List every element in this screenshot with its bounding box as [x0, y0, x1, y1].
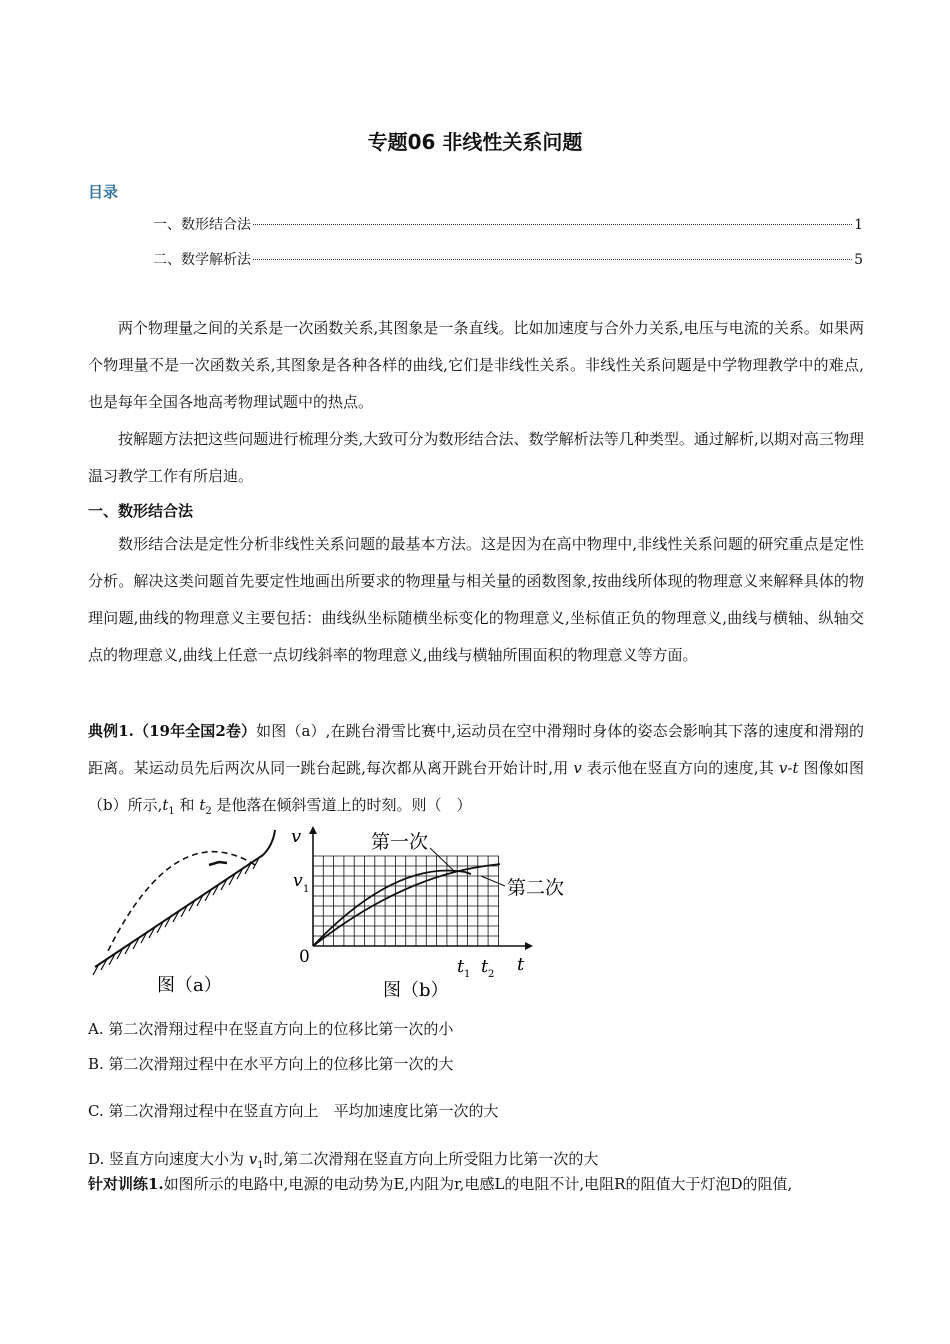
x-axis-arrow: [525, 942, 533, 950]
example-label: 典例1.（19年全国2卷）: [88, 722, 257, 740]
slope-hatching: [93, 858, 259, 975]
curve-2-label: 第二次: [507, 877, 565, 899]
label-leader-first: [430, 848, 453, 870]
toc-item-label: 一、数形结合法: [153, 217, 251, 233]
section-heading: 一、数形结合法: [88, 502, 194, 520]
figure-b-vt-graph: [285, 820, 585, 1008]
intro-paragraph-2: 按解题方法把这些问题进行梳理分类,大致可分为数形结合法、数学解析法等几种类型。通过解析,以期对高三物理温习教学工作有所启迪。: [88, 430, 864, 485]
example-1-stem: 典例1.（19年全国2卷）如图（a）,在跳台滑雪比赛中,运动员在空中滑翔时身体的姿态会影响其下落的速度和滑翔的距离。某运动员先后两次从同一跳台起跳,每次都从离开跳台开始计时,用 v 表示他在竖直方向的速度,其 v-t 图像如图（b）所示$,t_1$ 和 $t_2$ 是他落在倾斜雪道上的时刻。则（ ）: [88, 722, 865, 817]
t2-subscript: 2: [488, 969, 495, 980]
intro-paragraph-1: 两个物理量之间的关系是一次函数关系,其图象是一条直线。比如加速度与合外力关系,电压与电流的关系。如果两个物理量不是一次函数关系,其图象是各种各样的曲线,它们是非线性关系。非线性关系问题是中学物理教学中的难点,也是每年全国各地高考物理试题中的热点。: [88, 319, 864, 411]
figure-a-caption: 图（a）: [157, 975, 222, 996]
curve-1-label: 第一次: [371, 831, 429, 853]
toc-item-2[interactable]: [153, 249, 863, 271]
v1-label: v: [293, 871, 303, 891]
label-leader-second: [481, 876, 505, 886]
page-title: 专题06 非线性关系问题: [367, 130, 583, 154]
toc-item-label: 二、数学解析法: [153, 252, 251, 268]
t2-label: t: [481, 956, 489, 977]
option-b[interactable]: B. 第二次滑翔过程中在水平方向上的位移比第一次的大: [88, 1055, 454, 1073]
toc-leader-dots: [253, 224, 852, 225]
section-body: 数形结合法是定性分析非线性关系问题的最基本方法。这是因为在高中物理中,非线性关系问题的研究重点是定性分析。解决这类问题首先要定性地画出所要求的物理量与相关量的函数图象,按曲线所体现的物理意义来解释具体的物理问题,曲线的物理意义主要包括：曲线纵坐标随横坐标变化的物理意义,坐标值正负的物理意义,曲线与横轴、纵轴交点的物理意义,曲线上任意一点切线斜率的物理意义,曲线与横轴所围面积的物理意义等方面。: [88, 535, 864, 664]
flight-path: [107, 852, 255, 953]
t1-label: t: [457, 956, 465, 977]
x-axis-label: t: [517, 954, 525, 975]
ramp-lip: [263, 830, 275, 855]
option-c[interactable]: C. 第二次滑翔过程中在竖直方向上 平均加速度比第一次的大: [88, 1102, 499, 1120]
skier-figure: [209, 862, 227, 865]
graph-grid: [313, 856, 499, 946]
toc-heading: 目录: [88, 183, 119, 201]
training-label: 针对训练1.: [88, 1175, 164, 1193]
t1-subscript: 1: [464, 969, 471, 980]
figure-b-caption: 图（b）: [383, 980, 449, 1001]
toc-leader-dots: [253, 259, 852, 260]
toc-item-1[interactable]: [153, 214, 863, 236]
option-d[interactable]: D. 竖直方向速度大小为 $v_1$时,第二次滑翔在竖直方向上所受阻力比第一次的大: [88, 1150, 599, 1171]
origin-label: 0: [299, 947, 310, 967]
y-axis-arrow: [309, 826, 317, 834]
y-axis-label: v: [291, 826, 302, 847]
toc-item-page: 5: [854, 252, 863, 268]
toc-item-page: 1: [854, 217, 863, 233]
training-1-stem: 针对训练1.如图所示的电路中,电源的电动势为E,内阻为r,电感L的电阻不计,电阻R的阻值大于灯泡D的阻值,: [88, 1175, 793, 1193]
v1-subscript: 1: [303, 884, 310, 895]
option-a[interactable]: A. 第二次滑翔过程中在竖直方向上的位移比第一次的小: [88, 1020, 454, 1038]
figure-a-ski-jump: [85, 825, 285, 1005]
